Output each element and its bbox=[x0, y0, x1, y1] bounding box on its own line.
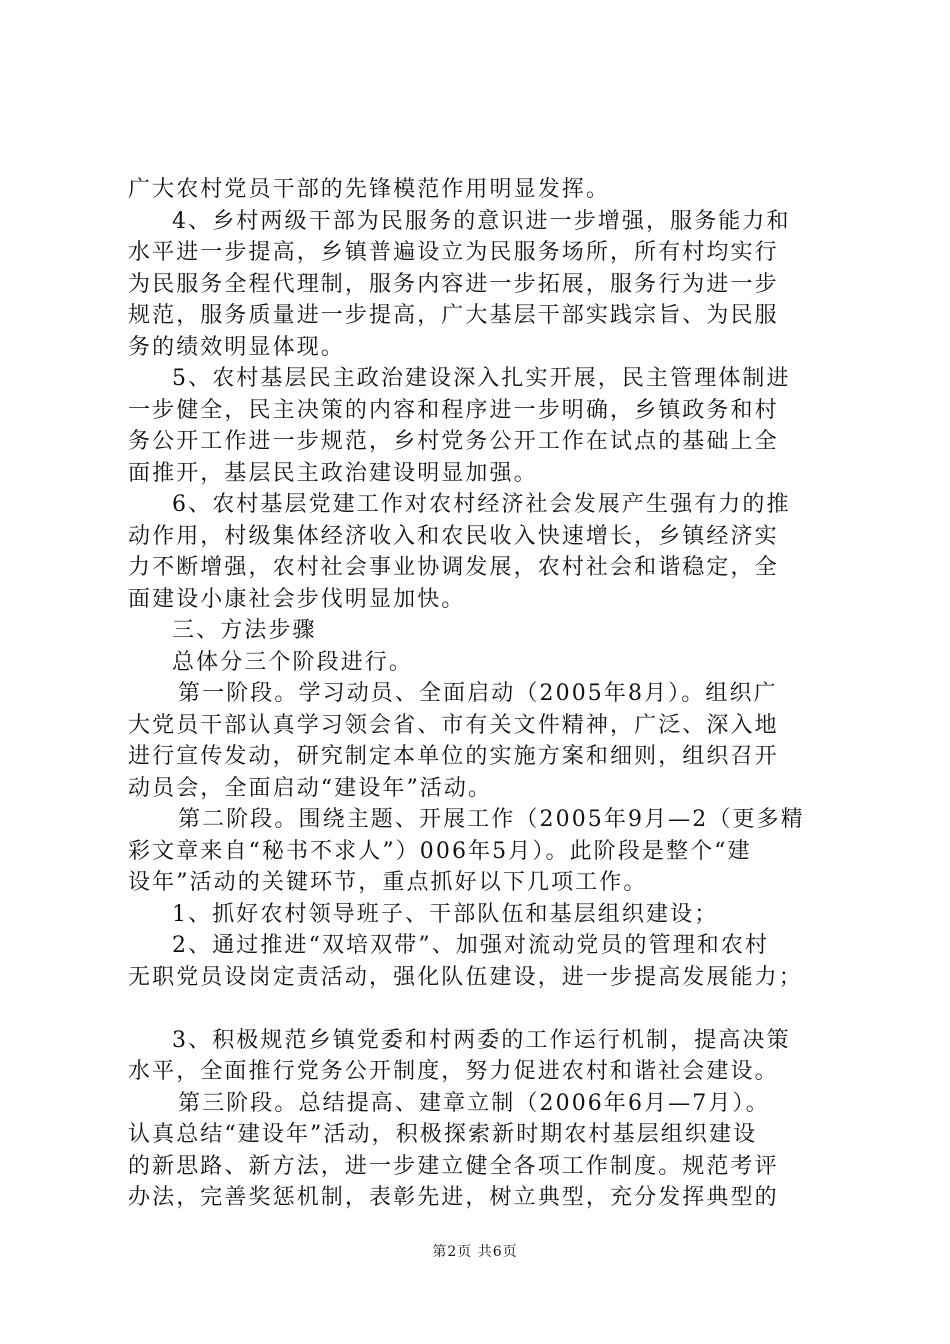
text-line: 进行宣传发动，研究制定本单位的实施方案和细则，组织召开 bbox=[128, 744, 779, 769]
text-line: 力不断增强，农村社会事业协调发展，农村社会和谐稳定，全 bbox=[128, 555, 779, 580]
text-line: 彩文章来自“秘书不求人”）006年5月）。此阶段是整个“建 bbox=[128, 838, 752, 864]
text-line: 第一阶段。学习动员、全面启动（2005年8月）。组织广 bbox=[178, 681, 778, 706]
text-line: 动作用，村级集体经济收入和农民收入快速增长，乡镇经济实 bbox=[128, 523, 779, 549]
text-line: 3、积极规范乡镇党委和村两委的工作运行机制，提高决策 bbox=[172, 1027, 791, 1053]
text-line: 总体分三个阶段进行。 bbox=[172, 649, 414, 675]
text-line: 面推开，基层民主政治建设明显加强。 bbox=[128, 460, 538, 486]
text-line: 水平，全面推行党务公开制度，努力促进农村和谐社会建设。 bbox=[128, 1059, 779, 1084]
text-line: 办法，完善奖惩机制，表彰先进，树立典型，充分发挥典型的 bbox=[128, 1185, 779, 1210]
text-line: 5、农村基层民主政治建设深入扎实开展，民主管理体制进 bbox=[172, 366, 791, 391]
text-line: 设年”活动的关键环节，重点抓好以下几项工作。 bbox=[128, 870, 648, 895]
document-body bbox=[128, 174, 828, 1214]
text-line: 动员会，全面启动“建设年”活动。 bbox=[128, 775, 493, 801]
text-line: 的新思路、新方法，进一步建立健全各项工作制度。规范考评 bbox=[128, 1153, 779, 1179]
page-number: 第2页 共6页 bbox=[432, 1244, 518, 1260]
text-line: 第二阶段。围绕主题、开展工作（2005年9月—2（更多精 bbox=[178, 807, 805, 832]
text-line: 面建设小康社会步伐明显加快。 bbox=[128, 586, 466, 612]
text-line: 第三阶段。总结提高、建章立制（2006年6月—7月）。 bbox=[178, 1090, 770, 1116]
text-line: 1、抓好农村领导班子、干部队伍和基层组织建设； bbox=[172, 901, 719, 927]
text-line: 大党员干部认真学习领会省、市有关文件精神，广泛、深入地 bbox=[128, 712, 779, 738]
text-line: 规范，服务质量进一步提高，广大基层干部实践宗旨、为民服 bbox=[128, 303, 779, 328]
text-line: 认真总结“建设年”活动，积极探索新时期农村基层组织建设 bbox=[128, 1122, 758, 1147]
text-line: 2、通过推进“双培双带”、加强对流动党员的管理和农村 bbox=[172, 933, 770, 958]
text-line: 4、乡村两级干部为民服务的意识进一步增强，服务能力和 bbox=[172, 208, 791, 234]
text-line: 无职党员设岗定责活动，强化队伍建设，进一步提高发展能力； bbox=[128, 964, 803, 990]
text-line: 务的绩效明显体现。 bbox=[128, 334, 345, 360]
blank-line bbox=[128, 993, 828, 1025]
text-line: 水平进一步提高，乡镇普遍设立为民服务场所，所有村均实行 bbox=[128, 240, 779, 265]
section-heading: 三、方法步骤 bbox=[172, 618, 317, 643]
text-line: 6、农村基层党建工作对农村经济社会发展产生强有力的推 bbox=[172, 492, 791, 517]
text-line: 务公开工作进一步规范，乡村党务公开工作在试点的基础上全 bbox=[128, 429, 779, 454]
text-line: 一步健全，民主决策的内容和程序进一步明确，乡镇政务和村 bbox=[128, 397, 779, 423]
text-line: 为民服务全程代理制，服务内容进一步拓展，服务行为进一步 bbox=[128, 271, 779, 297]
text-line: 广大农村党员干部的先锋模范作用明显发挥。 bbox=[128, 177, 611, 202]
